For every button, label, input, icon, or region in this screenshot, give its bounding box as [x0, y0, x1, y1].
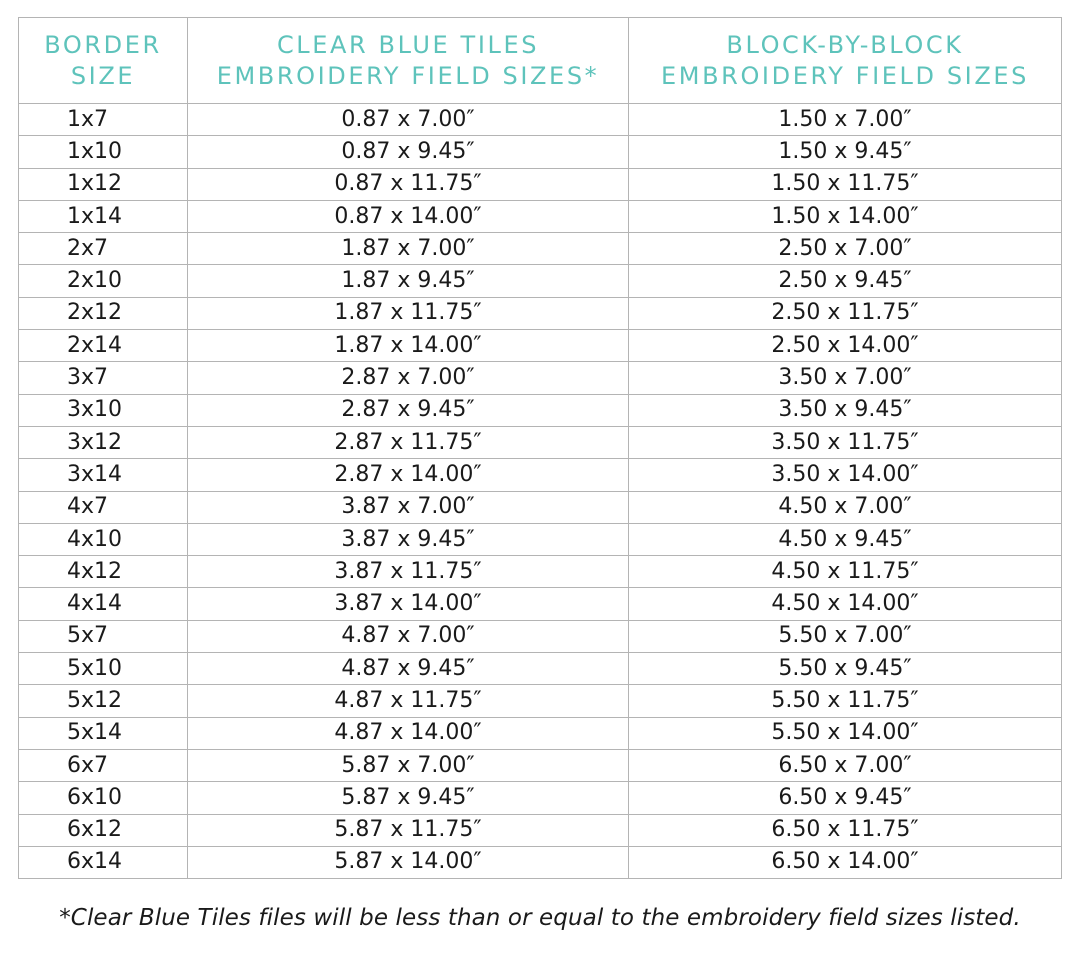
border-size-cell: 3x12 — [19, 426, 188, 458]
table-row — [19, 136, 1062, 168]
block-by-block-cell: 6.50 x 7.00″ — [629, 749, 1062, 781]
border-size-cell: 6x14 — [19, 846, 188, 878]
block-by-block-cell: 4.50 x 9.45″ — [629, 523, 1062, 555]
border-size-cell: 6x10 — [19, 782, 188, 814]
border-size-cell: 1x12 — [19, 168, 188, 200]
border-size-cell: 5x14 — [19, 717, 188, 749]
block-by-block-cell: 3.50 x 14.00″ — [629, 459, 1062, 491]
block-by-block-cell: 5.50 x 14.00″ — [629, 717, 1062, 749]
block-by-block-cell: 1.50 x 7.00″ — [629, 104, 1062, 136]
table-row — [19, 265, 1062, 297]
table-row — [19, 233, 1062, 265]
border-size-cell: 1x10 — [19, 136, 188, 168]
clear-blue-tiles-cell: 1.87 x 7.00″ — [188, 233, 629, 265]
clear-blue-tiles-cell: 0.87 x 9.45″ — [188, 136, 629, 168]
border-size-cell: 5x10 — [19, 653, 188, 685]
border-size-cell: 6x12 — [19, 814, 188, 846]
table-row — [19, 523, 1062, 555]
table-row — [19, 588, 1062, 620]
header-border-size — [19, 18, 188, 104]
header-line: SIZE — [70, 61, 136, 90]
block-by-block-cell: 5.50 x 9.45″ — [629, 653, 1062, 685]
clear-blue-tiles-cell: 3.87 x 7.00″ — [188, 491, 629, 523]
table-row — [19, 330, 1062, 362]
table-row — [19, 782, 1062, 814]
block-by-block-cell: 2.50 x 9.45″ — [629, 265, 1062, 297]
table-row — [19, 459, 1062, 491]
border-size-cell: 4x7 — [19, 491, 188, 523]
border-size-cell: 3x7 — [19, 362, 188, 394]
clear-blue-tiles-cell: 4.87 x 7.00″ — [188, 620, 629, 652]
clear-blue-tiles-cell: 2.87 x 9.45″ — [188, 394, 629, 426]
clear-blue-tiles-cell: 5.87 x 11.75″ — [188, 814, 629, 846]
header-line: BORDER — [44, 30, 162, 59]
block-by-block-cell: 2.50 x 14.00″ — [629, 330, 1062, 362]
header-line: EMBROIDERY FIELD SIZES — [661, 61, 1029, 90]
table-row — [19, 685, 1062, 717]
block-by-block-cell: 5.50 x 11.75″ — [629, 685, 1062, 717]
table-row — [19, 846, 1062, 878]
header-clear-blue-tiles — [188, 18, 629, 104]
block-by-block-cell: 3.50 x 9.45″ — [629, 394, 1062, 426]
border-size-cell: 6x7 — [19, 749, 188, 781]
table-row — [19, 620, 1062, 652]
table-row — [19, 556, 1062, 588]
block-by-block-cell: 4.50 x 14.00″ — [629, 588, 1062, 620]
table-row — [19, 491, 1062, 523]
header-block-by-block — [629, 18, 1062, 104]
size-chart — [18, 17, 1061, 879]
clear-blue-tiles-cell: 0.87 x 14.00″ — [188, 200, 629, 232]
clear-blue-tiles-cell: 4.87 x 14.00″ — [188, 717, 629, 749]
clear-blue-tiles-cell: 4.87 x 9.45″ — [188, 653, 629, 685]
border-size-cell: 2x7 — [19, 233, 188, 265]
clear-blue-tiles-cell: 1.87 x 11.75″ — [188, 297, 629, 329]
block-by-block-cell: 6.50 x 9.45″ — [629, 782, 1062, 814]
clear-blue-tiles-cell: 0.87 x 11.75″ — [188, 168, 629, 200]
block-by-block-cell: 3.50 x 7.00″ — [629, 362, 1062, 394]
clear-blue-tiles-cell: 2.87 x 7.00″ — [188, 362, 629, 394]
block-by-block-cell: 4.50 x 11.75″ — [629, 556, 1062, 588]
embroidery-field-size-table — [18, 17, 1062, 879]
table-row — [19, 394, 1062, 426]
border-size-cell: 2x12 — [19, 297, 188, 329]
border-size-cell: 1x7 — [19, 104, 188, 136]
clear-blue-tiles-cell: 4.87 x 11.75″ — [188, 685, 629, 717]
clear-blue-tiles-cell: 0.87 x 7.00″ — [188, 104, 629, 136]
table-row — [19, 749, 1062, 781]
header-line: CLEAR BLUE TILES — [276, 30, 540, 59]
clear-blue-tiles-cell: 2.87 x 14.00″ — [188, 459, 629, 491]
border-size-cell: 5x12 — [19, 685, 188, 717]
border-size-cell: 1x14 — [19, 200, 188, 232]
header-line: EMBROIDERY FIELD SIZES* — [216, 61, 600, 90]
block-by-block-cell: 6.50 x 14.00″ — [629, 846, 1062, 878]
block-by-block-cell: 2.50 x 7.00″ — [629, 233, 1062, 265]
clear-blue-tiles-cell: 3.87 x 11.75″ — [188, 556, 629, 588]
border-size-cell: 2x14 — [19, 330, 188, 362]
block-by-block-cell: 6.50 x 11.75″ — [629, 814, 1062, 846]
clear-blue-tiles-cell: 5.87 x 9.45″ — [188, 782, 629, 814]
header-row — [19, 18, 1062, 104]
table-row — [19, 168, 1062, 200]
clear-blue-tiles-cell: 1.87 x 9.45″ — [188, 265, 629, 297]
table-row — [19, 814, 1062, 846]
block-by-block-cell: 3.50 x 11.75″ — [629, 426, 1062, 458]
border-size-cell: 3x14 — [19, 459, 188, 491]
border-size-cell: 3x10 — [19, 394, 188, 426]
border-size-cell: 5x7 — [19, 620, 188, 652]
block-by-block-cell: 4.50 x 7.00″ — [629, 491, 1062, 523]
clear-blue-tiles-cell: 3.87 x 14.00″ — [188, 588, 629, 620]
clear-blue-tiles-cell: 5.87 x 7.00″ — [188, 749, 629, 781]
table-row — [19, 297, 1062, 329]
block-by-block-cell: 1.50 x 9.45″ — [629, 136, 1062, 168]
clear-blue-tiles-cell: 1.87 x 14.00″ — [188, 330, 629, 362]
table-row — [19, 104, 1062, 136]
border-size-cell: 4x10 — [19, 523, 188, 555]
border-size-cell: 4x14 — [19, 588, 188, 620]
block-by-block-cell: 2.50 x 11.75″ — [629, 297, 1062, 329]
clear-blue-tiles-cell: 5.87 x 14.00″ — [188, 846, 629, 878]
block-by-block-cell: 5.50 x 7.00″ — [629, 620, 1062, 652]
table-row — [19, 717, 1062, 749]
block-by-block-cell: 1.50 x 11.75″ — [629, 168, 1062, 200]
header-line: BLOCK-BY-BLOCK — [726, 30, 964, 59]
table-row — [19, 426, 1062, 458]
clear-blue-tiles-cell: 2.87 x 11.75″ — [188, 426, 629, 458]
block-by-block-cell: 1.50 x 14.00″ — [629, 200, 1062, 232]
table-row — [19, 200, 1062, 232]
table-row — [19, 362, 1062, 394]
footnote: *Clear Blue Tiles files will be less than or equal to the embroidery field sizes listed. — [59, 905, 1021, 931]
border-size-cell: 2x10 — [19, 265, 188, 297]
border-size-cell: 4x12 — [19, 556, 188, 588]
table-row — [19, 653, 1062, 685]
clear-blue-tiles-cell: 3.87 x 9.45″ — [188, 523, 629, 555]
